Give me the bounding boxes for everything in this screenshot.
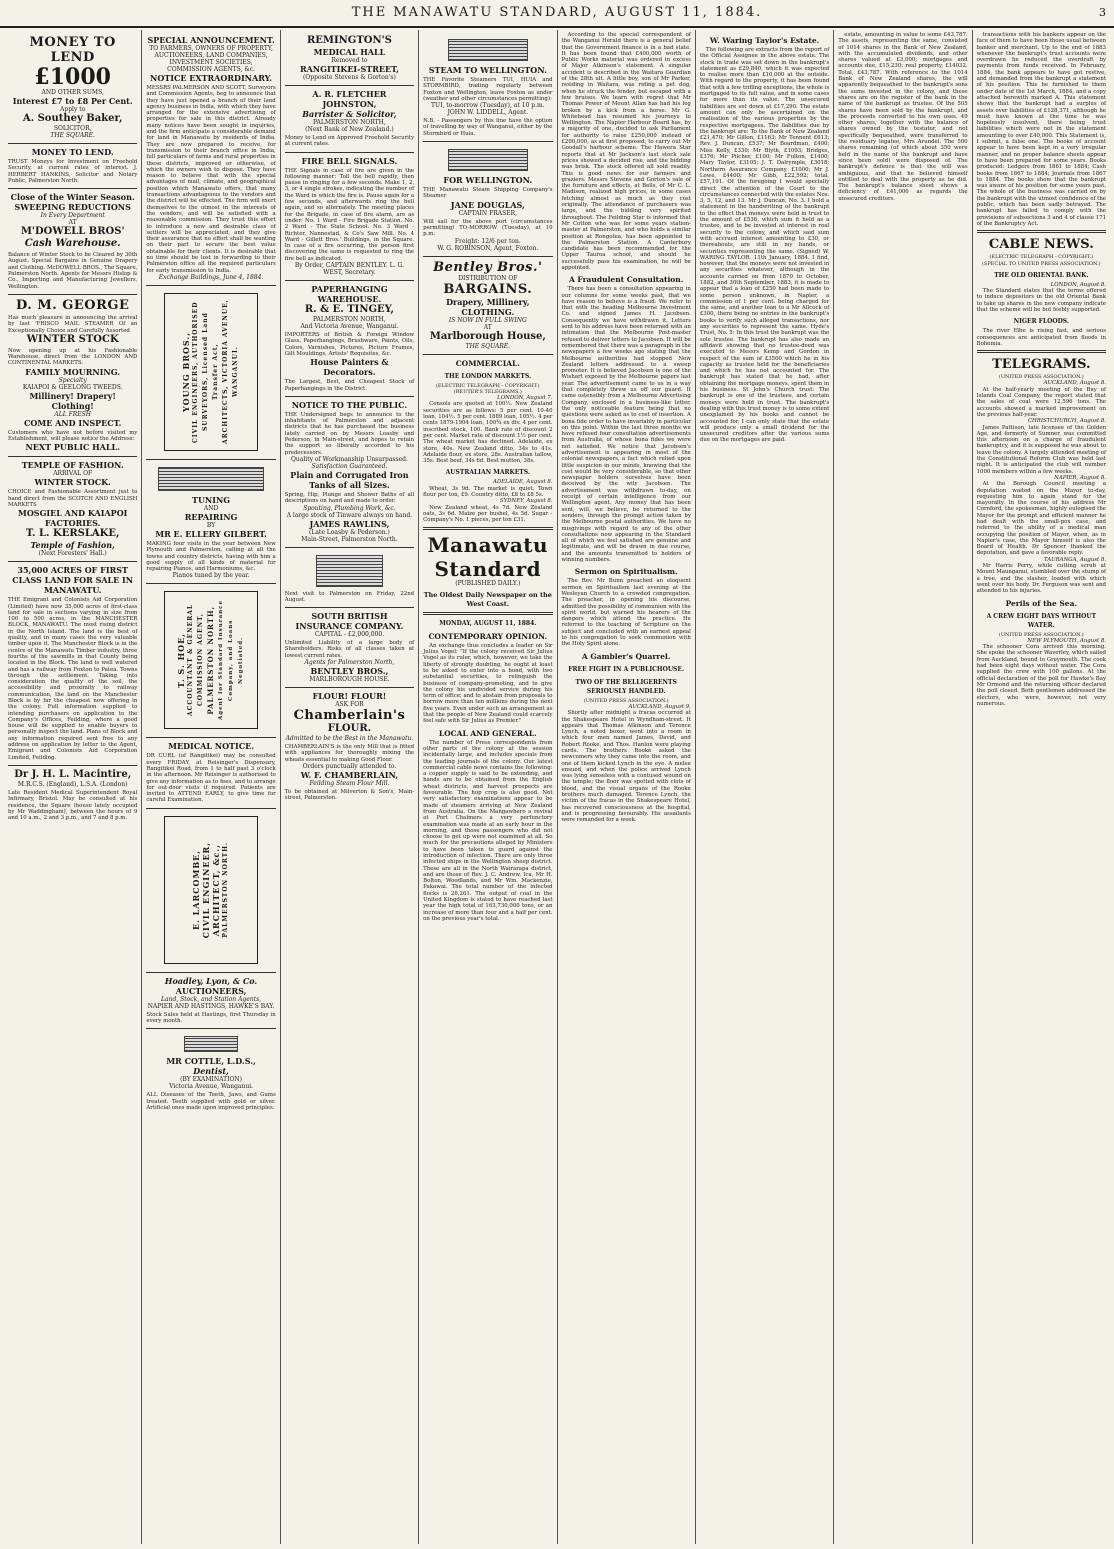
- ad-captain: CAPTAIN FRASER,: [458, 209, 518, 217]
- ad-larcombe: [146, 809, 275, 973]
- article-body: New Zealand wheat, 4s 7d. New Zealand oats, 3s 6d. Maize per bushel, 4s 5d. Sugar - Company's No. 1 pieces, per ton £31.: [423, 504, 553, 524]
- page-number: 3: [1099, 6, 1108, 19]
- ad-name: W. F. CHAMBERLAIN,: [300, 769, 399, 780]
- ad-macintire: [8, 766, 137, 825]
- ad-stock: WINTER STOCK: [26, 333, 119, 345]
- press-tag: (UNITED PRESS ASSOCIATION.): [583, 697, 669, 704]
- flag-tagline: The Oldest Daily Newspaper on the West Coast.: [423, 590, 552, 608]
- ad-name: A. Southey Baker,: [22, 113, 123, 124]
- section-heading-cable: CABLE NEWS.: [988, 237, 1094, 253]
- ad-money-to-lend-2: [8, 144, 137, 189]
- divider: [977, 230, 1106, 233]
- ad-heading: SPECIAL ANNOUNCEMENT.: [147, 35, 275, 45]
- column-5: [558, 30, 696, 1544]
- ad-heading: MONEY TO LEND.: [31, 147, 114, 157]
- ad-addr: Main-Street, Palmerston North.: [301, 535, 398, 543]
- ad-tingey: [285, 281, 414, 397]
- dateline: LONDON, August 7.: [497, 395, 553, 402]
- ad-south-british: [285, 608, 414, 688]
- telegraph-tag: (ELECTRIC TELEGRAPH - COPYRIGHT.) (REUTER'S TELEGRAMS.): [435, 382, 540, 395]
- ad-apply: Apply to: [60, 106, 86, 113]
- steamer-engraving: [448, 149, 528, 171]
- ad-body: Next visit to Palmerston on Friday, 22nd August.: [284, 590, 415, 603]
- ad-piano-tuning: [146, 460, 275, 584]
- ad-role: Barrister & Solicitor,: [302, 109, 397, 119]
- ad-heading: Bentley Bros.': [433, 259, 543, 275]
- column-2: [142, 30, 280, 1544]
- ad-for-wellington: [423, 142, 552, 256]
- ad-kerslake: [8, 457, 137, 562]
- ad-body-3: Customers who have not before visited my Establishment, will please notice the Address:: [8, 429, 138, 443]
- ad-fletcher-johnston: [285, 86, 414, 153]
- article-heading: A Fraudulent Consultation.: [568, 275, 684, 285]
- article-body: Consols are quoted at 100½. New Zealand securities are as follows: 5 per cent. 10-40 loan, 104½. 5 per cent. 1889 loan, 105½. 4 per cents 1879-1904 loan, 100¾ ex div. 4 per cent. inscribed stock, 100. Bank rate of discount 2 per cent. Market rate of discount 1½ per cent. The wheat market has declined. Adelaide, ex store, 40s. New Zealand ditto, 34s to 41s. Adelaide flour, ex store, 28s. Australian tallow, 35s. Best beef, 34s 6d. Best mutton, 38s.: [423, 401, 553, 465]
- ad-heading: NOTICE TO THE PUBLIC.: [291, 399, 408, 410]
- ad-cottle-dentist: [146, 1029, 275, 1115]
- ad-name: M'DOWELL BROS': [20, 226, 125, 238]
- ad-steam-wellington: [423, 32, 552, 142]
- ad-tui: TUI, to-morrow (Tuesday), at 10 p.m.: [431, 102, 545, 110]
- ad-body-2: The Largest, Best, and Cheapest Stock of Paperhangings in the District.: [284, 379, 415, 392]
- article-body: According to the special correspondent of the Wanganui Herald there is a general belief that the Government finance is in a bad state. It has been found that £400,000 worth of Public Works material was ordered in excess of Major Atkinson's statement. A singular accident is described in the Waitara Guardian of the 28th ult. A little boy, son of Mr Parker, residing in Waitara, was riding a pet dog, when he struck the fender, but escaped with a few bruises. We learn with regret that Mr Thomas Power of Mount Allan has had his leg broken by a kick from a horse. Mr G. Whitehead has resumed his journeys to Wellington. The Napier Harbour Board has, by a majority of one, decided to ask Parliament for authority to raise £250,000 instead of £200,000, as at first proposed, to carry out Mr Goodall's harbour scheme. The Hawera Star reports that at Mr Jackson's last stock sale prices showed a decided rise, and the bidding was brisk. The stock offered all sold readily. This is good news for our farmers and graziers. Messrs Stevens and Gorton's sale of the furniture and effects, at Bells, of Mr C. L. Madison, realized high prices, in some cases fetching almost as much as they cost originally. The attendance of purchasers was large, and the bidding very spirited throughout. The Feilding Star is informed that Mr Cotton who was for some years station-master at Palmerston, and who holds a similar position at Rongotea, has been appointed to the Palmerston Station. A Canterbury candidate has been recommended for the Upper Tauroa school, and should he successfully pass his examination, he will be appointed.: [561, 32, 691, 271]
- ad-body: TRUST Moneys for Investment on Freehold Security, at current rates of interest. J. HERBERT HANKINS, Solicitor and Notary Public, Palmerston North.: [8, 159, 138, 184]
- ad-remington: [285, 32, 414, 86]
- ad-land-for-sale: [8, 562, 137, 766]
- ad-town: PALMERSTON NORTH,: [313, 316, 386, 324]
- newspaper-page: [4, 30, 1110, 1544]
- ad-millinery: Millinery! Drapery! Clothing!: [29, 390, 116, 411]
- ad-name: Dr J. H. L. Macintire,: [14, 768, 132, 780]
- ad-at: AT: [483, 323, 492, 331]
- article-subheading: FREE FIGHT IN A PUBLICHOUSE.: [568, 665, 685, 673]
- ad-swing: IS NOW IN FULL SWING: [448, 316, 527, 324]
- card-line-2: CIVIL ENGINEERS, AUTHORISED SURVEYORS, Licensed Land Transfer Act,: [192, 301, 220, 443]
- ad-stock: WINTER STOCK.: [34, 477, 111, 488]
- ad-house: Marlborough House,: [429, 330, 546, 342]
- card-line-3: ARCHITECTS, VICTORIA AVENUE, WANGANUI.: [222, 299, 240, 445]
- dateline: AUCKLAND, August 9.: [628, 703, 691, 710]
- ad-interest: Interest £7 to £8 Per Cent.: [12, 96, 133, 106]
- telegraph-tag: (ELECTRIC TELEGRAPH - COPYRIGHT.) (SPECIAL TO UNITED PRESS ASSOCIATION.): [981, 254, 1101, 267]
- ad-body: MAKING four visits in the year between New Plymouth and Palmerston, calling at all the towns and country districts, having with him a good supply of all kinds of material for repairing Pianos, and Harmoniums, &c.: [146, 540, 276, 573]
- article-body: The schooner Cora arrived this morning. She spoke the schooner Waverley, which sailed from Auckland, bound to Greymouth. The cook had been eight days without water. The Cora supplied the crew with 100 gallons. At the official declaration of the poll for Hawke's Bay Mr Ormond and the returning officer declared the poll closed. Both gentlemen addressed the electors, who were, however, not very numerous.: [976, 644, 1106, 707]
- subheading-australian-markets: AUSTRALIAN MARKETS.: [445, 469, 530, 477]
- ad-heading: TEMPLE OF FASHION.: [21, 460, 124, 471]
- ad-late: (Late Loasby & Pederson.): [309, 528, 390, 536]
- ad-bargains: BARGAINS.: [443, 281, 533, 297]
- ad-tweeds: KAIAPOI & GEELONG TWEEDS.: [22, 383, 123, 391]
- ad-medical-notice: [146, 738, 275, 808]
- ad-repairing: REPAIRING: [184, 511, 238, 522]
- ad-dm-george: [8, 295, 137, 457]
- ad-square: THE SQUARE.: [465, 342, 511, 350]
- divider: [423, 612, 552, 615]
- ad-freight: Freight: 12/6 per ton.: [454, 237, 521, 245]
- ad-at: AT: [68, 219, 77, 227]
- article-body: transactions with his bankers appear on the face of them to have been those usual between banker and merchant. Up to the end of 1883 whenever the bankrupt's trust accounts were overdrawn he reduced the overdraft by payments from funds received. In February, 1884, the bank appears to have got restive, and demanded from the bankrupt a statement of his position. This he furnished to them under date of the 1st March, 1884, and a copy attached herewith marked A. This statement shows that the bankrupt had a surplus of assets over liabilities of £128,371, although he must have known at the time he was hopelessly insolvent, there being trust liabilities which were not in the statement amounting to over £40,000. This Statement is, I submit, a false one. The books of account appear to have been kept in a very irregular manner, and no proper balance sheets appear to have been prepared for some years. Books produced: Ledgers from 1861 to 1884; Cash books from 1867 to 1884; Journals from 1867 to 1884. The books show that the bankrupt was aware of his position for some years past. The whole of the business was carried on by the bankrupt with the utmost confidence of the public, which has been sadly betrayed. The bankrupt has failed to comply with the provisions of subsections 3 and 4 of clause 171 of the Bankruptcy Act.: [976, 32, 1106, 227]
- article-body: Mr Harris Perry, while cutting scrub at Mount Maunganui, stumbled over the stump of a tree, and the slasher, loaded with which went over his body. Dr. Ferguson was sent and attended to his injuries.: [976, 563, 1106, 595]
- ad-spouting: Spouting, Plumbing Work, &c.: [303, 504, 396, 512]
- ad-arrival: ARRIVAL OF: [53, 470, 93, 478]
- ad-heading: TUNING: [191, 494, 231, 505]
- ad-body: Late Resident Medical Superintendent Royal Infirmary, Bristol. May be consulted at his residence, the Square (house lately occupied by Mr Waddingham), between the hours of 9 and 10 a.m., 2 and 3 p.m., and 7 and 8 p.m.: [8, 789, 138, 822]
- issue-date: MONDAY, AUGUST 11, 1884.: [439, 619, 537, 627]
- ad-body: THE Undersigned begs to announce to the inhabitants of Palmerston and adjacent districts that he has purchased the business lately carried on by Messrs Loasby and Pederson, in Main-street, and hopes to retain the support so liberally accorded to his predecessors.: [284, 411, 415, 456]
- ad-body: Drapery, Millinery,: [446, 296, 530, 307]
- divider: [423, 527, 552, 530]
- article-body: Shortly after midnight a fracas occurred at the Shakespeare Hotel in Wyndham-street. It appears that Thomas Atkinson and Terence Lynch, a noted boxer, went into a room in which four men named James, David, and Robert Rooke, and Thos. Hanlon were playing cards. The brothers Rooke asked the newcomers why they came into the room, and one of them kicked Lynch in the eye. A melee ensued, and when the police arrived Lynch was lying senseless with a contused wound on the temple; the floor was spotted with clots of blood, and the visual organs of the Rooke brothers much damaged. Terence Lynch, the victim of the fracas in the Shakespeare Hotel, has recovered consciousness at the hospital, and is progressing favourably. His assailants were remanded for a week.: [561, 710, 691, 824]
- ad-body: CHAMBERLAIN'S is the only Mill that is fitted with appliances for thoroughly mixing the wheats essential to making Good Flour.: [284, 743, 415, 763]
- column-1: [4, 30, 142, 1544]
- ad-name: MR E. ELLERY GILBERT.: [155, 528, 267, 539]
- ad-agent: JOHN W. LIDDELL, Agent.: [447, 109, 529, 117]
- article-subheading: TWO OF THE BELLIGERENTS SERIOUSLY HANDLED.: [575, 678, 677, 695]
- card-line-4: PALMERSTON NORTH.: [222, 841, 230, 938]
- ad-heading: MONEY TO LEND: [29, 35, 116, 65]
- ad-brand: Chamberlain's: [293, 707, 406, 723]
- article-body: The Rev. Mr Bunn preached an eloquent sermon on Spiritualism last evening at the Wesleyan Church to a crowded congregation. The preacher, in opening his discourse, admitted the possibility of communion with the spirit world, but warned his hearers of the dangers which attend the practice. He referred to the teaching of Scripture on the subject and concluded with an earnest appeal to his congregation to seek communion with the Holy Spirit alone.: [561, 578, 691, 648]
- dateline: SYDNEY, August 8.: [499, 498, 553, 505]
- ad-street: RANGITIKEI-STREET,: [299, 64, 399, 74]
- ad-fresh: ALL FRESH: [54, 410, 91, 418]
- ad-body: THE Favorite Steamers TUI, HUIA and STORMBIRD, trading regularly between Foxton and Wellington, leave Foxton as under (weather and other circumstances permitting):: [423, 77, 553, 102]
- ad-mill: Feilding Steam Flour Mill.: [309, 779, 390, 787]
- ad-body-2: Spring, Hip, Plunge and Shower Baths of all descriptions on hand and made to order.: [284, 491, 415, 505]
- column-7: [834, 30, 972, 1544]
- article-heading: W. Waring Taylor's Estate.: [709, 36, 820, 45]
- article-heading: A Gambler's Quarrel.: [581, 651, 671, 661]
- ad-name: R. & E. TINGEY,: [304, 304, 394, 316]
- ad-nb: N.B. - Passengers by this line have the option of travelling by way of Wanganui, either by the Stormbird or Huia.: [423, 118, 553, 137]
- card-line-1: T. S. HOE,: [176, 632, 187, 688]
- vertical-card: [164, 591, 257, 729]
- ad-and: And Victoria Avenue, Wanganui.: [300, 323, 399, 331]
- column-8: [973, 30, 1110, 1544]
- dateline: AUCKLAND, August 8.: [1043, 380, 1106, 387]
- ad-body: THE Signals in case of fire are given in the following manner: Toll the bell rapidly, then pause in ringing for a few seconds. Make 1, 2, 3, or 4 single strokes, indicating the number of the Ward in which the fire is. Pause again for a few seconds, and afterwards ring the bell again, and so alternately. The meeting places for the Brigade, in case of fire alarm, are as under: No. 1 Ward - Fire Brigade Station. No. 2 Ward - The State School. No. 3 Ward - Richter, Nannestad, & Co's Saw Mill. No. 4 Ward - Gillett Bros.' Buildings, in the Square. In case of a fire occurring, the person first discovering the same is requested to ring the fire bell as indicated.: [284, 167, 415, 262]
- ad-next: (Next Bank of New Zealand.): [305, 126, 394, 133]
- ad-mourning: FAMILY MOURNING.: [25, 366, 121, 377]
- ad-mosgiel: MOSGIEL AND KAIAPOI FACTORIES.: [17, 508, 128, 529]
- article-body: James Pattison, late licensee of the Golden Age, and formerly of Sumner, was committed this afternoon on a charge of fraudulent bankruptcy, and it is supposed he was about to leave the colony. A largely attended meeting of the Constitutional Reform Club was held last night. It is anticipated the club will number 1000 members within a few weeks.: [976, 424, 1106, 475]
- card-line-2: ACCOUNTANT & GENERAL COMMISSION AGENT,: [187, 604, 205, 717]
- ad-by: (BY EXAMINATION): [180, 1076, 243, 1084]
- ad-body: MESSRS PALMERSON AND SCOTT, Surveyors and Commission Agents, beg to announce that they have just opened a branch of their land agency business in India, with which they have arranged for the extensive advertising of properties for sale in this district. Already many notices have been sought in inquiries, and the firm anticipate a considerable demand for land in Manawatu by residents of India. They are now prepared to receive, for transmission to their branch office in India, full particulars of farms and rural properties in these districts, improved or otherwise, of which the owners wish to dispose. They have reason to believe that with the special advantages of mail, climate, and geographical position which Manawatu offers, that many transactions advantageous to the vendors and the district will be effected. The firm will exert themselves to the utmost in the interests of the vendors, and will be satisfied with a reasonable commission. They trust this effort to introduce a new and desirable class of settlers will be appreciated, and they give their assurance that no effort shall be wanting on their part to secure the best value obtainable for their clients. It is desirable that no time should be lost in forwarding to their Palmerston office all the required particulars for early transmission to India.: [146, 85, 276, 274]
- card-line-4: Agent for Standard Insurance Company, and Loans Negotiated.: [218, 600, 245, 721]
- ad-dist: DISTRIBUTION OF: [458, 274, 518, 282]
- article-body: At the Borough Council meeting a deputation waited on the Mayor to-day, requesting him to again stand for the mayoralty. In the course of his address Mr Cornford, the spokesman, highly eulogised the Mayor for the prompt and efficient manner he had dealt with the small-pox case, and referred to the ability of a medical man occupying the position of Mayor, when, as in Napier's case, the Mayor himself is also the Board of Health. Dr Spencer thanked the deputation, and gave a favorable reply.: [976, 481, 1106, 557]
- card-line-2: CIVIL ENGINEER,: [201, 841, 212, 938]
- article-body: The number of Press correspondents from other parts of the colony at the session incidentally large, and includes specials from the leading journals of the colony. Our latest commercial cable news contains the following: a copper supply is said to be extending, and hands are to be obtained from the English wheat districts, and harvest prospects are favourable. The hop crop is also good. Not very satisfactory examinations appear to be made of steamers arriving at New Zealand from Australia. On the Mangawhero a revival at Port Chalmers a very perfunctory examination was made at an early hour in the morning, and those passengers who did not choose to get up were not examined at all. So much for the precautions alleged by Ministers to have been taken to guard against the introduction of infection. There are only three infected ships in the Wellington sheep district. These are all in the North Wairarapa district, and are those of Rev. J. C. Andrew, Ica, Mr H. Bolton, Woodlands, and Mr Wm. Mackenzie, Pakawai. The total number of the infected flocks is 26,261. The output of coal in the United Kingdom is stated to have reached last year the high total of 163,730,000 tons, or an increase of more than four and a half per cent. on the previous year's total.: [423, 739, 553, 922]
- ad-heading: Hoadley, Lyon, & Co.: [164, 975, 258, 986]
- ad-admit: Admitted to be the Best in the Manawatu.: [285, 734, 414, 742]
- ad-hall: MEDICAL HALL: [313, 47, 386, 57]
- ad-agent: W. G. ROBINSON, Agent, Foxton.: [437, 244, 539, 252]
- ad-opp: (Opposite Stevens & Gorton's): [303, 74, 396, 81]
- ad-body: Has much pleasure in announcing the arrival by last 'FRISCO MAIL STEAMER Of an Exceptionally Choice and Carefully Assorted: [8, 314, 138, 334]
- ad-tanks: Plain and Corrugated Iron Tanks of all Sizes.: [290, 469, 409, 490]
- dateline: LONDON, August 8.: [1050, 281, 1106, 288]
- section-heading-opinion: CONTEMPORARY OPINION.: [428, 631, 548, 641]
- ad-notice-public: [285, 397, 414, 548]
- ad-specialty: Specialty: [58, 376, 87, 384]
- article-body: The Standard states that the terms offered to induce depositors in the old Oriental Bank to take up shares in the new company indicate that the scheme will be but feebly supported.: [976, 288, 1106, 313]
- article-body: The river Elbe is rising fast, and serious consequences are anticipated from floods in Bohemia.: [976, 328, 1106, 347]
- ad-body-2: Now opening up at his Fashionable Warehouse, direct from the LONDON AND CONTINENTAL MARKETS.: [8, 347, 138, 367]
- card-line-3: PALMERSTON NORTH,: [206, 606, 216, 715]
- card-line-1: E. LARCOMBE,: [191, 849, 202, 930]
- ad-name: BENTLEY BROS.,: [310, 665, 389, 676]
- ad-chamberlain-flour: [285, 688, 414, 805]
- ad-ask: ASK FOR: [335, 700, 364, 708]
- masthead: [0, 0, 1114, 28]
- article-body: estate, amounting in value to some £43,787. The assets, representing the same, consisted of 1014 shares in the Bank of New Zealand, with the accumulated dividends, and other shares valued at £3,000; mortgages and accounts due, £15,230; real property, £14032. Total, £43,787. With reference to the 1014 Bank of New Zealand shares, the will apparently bequeathed to the bankrupt's sons the sums invested in the colony, and these shares are on the register of the bank in the name of the bankrupt as trustee. Of the 505 shares have been sold by the bankrupt, and the proceeds converted to his own uses. 49 other shares, together with the balance of shares owned by the testator, and not specifically bequeathed, were transferred to the residuary legatee, Mrs Arundel. The 500 shares remaining (of which about 350 were held in the name of the bankrupt and have since been sold) were disposed of. The bankrupt's defence is that the will was ambiguous, and that he believed himself entitled to deal with the property as he did. The bankrupt's balance sheet shows a deficiency of £41,000 as regards the unsecured creditors.: [838, 32, 968, 202]
- ad-flour: FLOUR.: [327, 722, 372, 734]
- ad-body: DR CURL (of Rangitikei) may be consulted every FRIDAY, at Reisinger's Dispensary, Rangitikei Road, from 1 to half past 3 o'clock in the afternoon. Mr Reisinger is authorised to give any information as to fees, and to arrange for out-door visits if required. Patients are invited to ATTEND EARLY, to give time for careful Examination.: [146, 753, 276, 804]
- ad-body: THE Manawatu Steam Shipping Company's Steamer: [423, 187, 553, 200]
- ad-heading: 35,000 ACRES OF FIRST CLASS LAND FOR SALE IN MANAWATU.: [12, 565, 134, 596]
- ad-body: ALL Diseases of the Teeth, Jaws, and Gums treated. Teeth supplied with gold or silver. Artificial ones made upon improved principles.: [146, 1092, 276, 1111]
- ad-warehouse: WAREHOUSE.: [317, 294, 382, 305]
- dateline: TAURANGA, August 8.: [1043, 556, 1106, 563]
- ad-warehouse: Cash Warehouse.: [24, 238, 121, 250]
- ad-money-to-lend: [8, 32, 137, 144]
- card-line-3: ARCHITECT, &c.,: [211, 843, 222, 936]
- ad-heading: FLOUR! FLOUR!: [312, 690, 387, 701]
- article-body: The following are extracts from the report of the Official Assignee in the above estate. The stock in trade was set down in the bankrupt's statement as £29,840, which it was expected to realise more than £10,000 at the outside. With regard to the property, it has been found that with a few trifling exceptions, the whole is mortgaged to its full value, and in some cases for more than its value. The unsecured liabilities are set down at £17,290. The estate amount can only be ascertained on the realisation of the various properties by the respective mortgagees. The liabilities due by the bankrupt are: To the Bank of New Zealand £21,470; Mr Gillon, £1163; Mr Tennent £613; Rev. J. Duncan, £537; Mr Boardman, £400; Miss Kelly, £330; Mr Blyth, £1093; Bridges, £376; Mr Pilcher, £100; Mr Fulton, £1400; Mary Taylor, £3105; J. T. Dalrymple, £3018; Northern Assurance Company, £1000; Mr J. Lowe, £4400; Mr Gibb, £22,592; total, £57,191. Of the foregoing I would specially direct the attention of the Court to the circumstances connected with the estates Nos. 3, 5, 12, and 13. Mr J. Duncan, No. 3. I hold a statement in the handwriting of the bankrupt to the effect that moneys were held in trust to the amount of £536, which sum it held as a trustee, and to be invested at interest in real security to the colony, and which said sum with accrued interest amounting to £30, or thereabouts, are still in my hands, or securities representing the same. (Signed) W. WARING TAYLOR. 11th January, 1884. I find, however, that the moneys were not invested in any securities whatever, although in the accounts carried on from 1870 to October, 1882, and 30th September, 1883, it is made to appear that a loan of £250 had been made to some person unknown, in Napier, a commission of 1 per cent. being charged for the same, and another loan to a Mr Allcock of £300, there being no entries in the bankrupt's books to verify such alleged transactions, nor any securities to represent the same. Hyde's Trust, No. 5: In this trust the bankrupt was the sole trustee. The bankrupt has also made an affidavit showing that no trustee-deed was executed to Messrs Kemp and Gordon in respect of the sum of £3500 which he in his capacity as trustee held for the beneficiaries and which he has not accounted for. The bankrupt has stated that he had, after obtaining the mortgage moneys, spent them in his business. St John's Church trust: The bankrupt is one of the trustees, and certain moneys were held in trust. The bankrupt's dealing with this trust money is to some extent unexplained by his books and cannot be accounted for. I can only state that the estate will produce only a small dividend for the unsecured creditors after the various sums due on the mortgages are paid.: [699, 47, 830, 444]
- ad-hoadley-lyon: [146, 973, 275, 1030]
- ad-ship: JANE DOUGLAS,: [450, 199, 525, 210]
- ad-addr: THE SQUARE.: [50, 132, 95, 139]
- ad-body: THE Emigrant and Colonists Aid Corporation (Limited) have now 35,000 acres of first-class land for sale in sections varying in size from 100 to 500 acres, in the MANCHESTER BLOCK, MANAWATU. The most rising district in the North Island. The land is the best of quality, and in many cases the very valuable timber upon it. The Manchester Block is in the centre of the Manawatu Timber industry, three fourths of the sawmills in that County being located in the Block. The land is well watered and has a railway from Foxton to Patea. Towns through the settlement. Taking into consideration the quality of the soil, the accessibility and proximity to railway communication, the land on the Manchester Block is by far the cheapest now offering in the colony. Full information supplied to intending purchasers on application to the Company's Offices, Feilding, where a good house will be supplied to enable buyers to personally inspect the land. Plans of Block and any information required sent free to any address on application by letter to the Agent, Emigrant and Colonists Aid Corporation Limited, Feilding.: [8, 597, 138, 761]
- ad-sub: AND OTHER SUMS,: [41, 89, 104, 96]
- column-3: [281, 30, 419, 1544]
- ad-body-2: Will sail for the above port (circumstances permitting) TO-MORROW (Tuesday), at 10 p.m.: [423, 218, 553, 238]
- ad-tuned: Pianos tuned by the year.: [172, 572, 250, 580]
- ad-body: Unlimited Liability of a large body of Shareholders. Risks of all classes taken at lowest current rates.: [284, 640, 415, 659]
- ad-addr: Victoria Avenue, Wanganui.: [169, 1083, 254, 1091]
- section-heading-commercial: COMMERCIAL.: [455, 358, 520, 368]
- ad-role: SOLICITOR,: [53, 125, 92, 132]
- ad-addr: NAPIER AND HASTINGS, HAWKE'S BAY.: [147, 1002, 275, 1010]
- article-subheading: NIGER FLOODS.: [1013, 318, 1070, 326]
- ad-by: BY: [206, 521, 216, 529]
- ad-heading: Close of the Winter Season.: [10, 192, 135, 203]
- ad-notice: NOTICE EXTRAORDINARY.: [150, 73, 273, 83]
- ad-town: PALMERSTON NORTH,: [313, 119, 386, 126]
- ad-heading: REMINGTON'S: [306, 35, 392, 46]
- ad-dept: In Every Department: [40, 212, 105, 220]
- ad-ts-hoe: [146, 584, 275, 738]
- ad-quals: M.R.C.S. (England), L.S.A. (London): [17, 780, 128, 788]
- article-body: At the half-yearly meeting of the Bay of Islands Coal Company, the report stated that the sales of coal were 12,596 tons. The accounts showed a marked improvement on the previous half-year.: [976, 386, 1106, 418]
- ad-addr: NEXT PUBLIC HALL.: [25, 442, 120, 453]
- article-subheading: THE OLD ORIENTAL BANK.: [994, 271, 1089, 279]
- ad-heading: FOR WELLINGTON.: [443, 175, 533, 186]
- ad-mcdowell-bros: [8, 189, 137, 295]
- ad-agents: Agents for Palmerston North,: [304, 658, 395, 666]
- divider: [977, 350, 1106, 353]
- article-body: There has been a consultation appearing in our columns for some weeks past, that we have reason to believe is a fraud. We refer to that with the heading Melbourne Investment Co. and signed James H. Jacobsen. Consequently we have withdrawn it. Letters sent to his address have been returned with an intimation that the Melbourne Post-master refused to deliver letters to Jacobsen. It will be remembered that there was a paragraph in the newspapers a few weeks ago stating that the Melbourne authorities had stopped New Zealand letters addressed to a sweep promoter. It is believed Jacobsen is one of the Wishart exposed by the Melbourne papers last year. The advertisement came to us in a way that completely threw us off our guard. It came ostensibly from a Melbourne Advertising Company, enclosed in a business-like letter, the only noticeable feature being that no questions were asked as to cost of insertion. A bona fide order to have invariably in particular on this point. Within the last three months we have refused four consultation advertisements from Australia, of whose bona fides we were not satisfied. We notice that Jacobsen's advertisement is appearing in most of the colonial newspapers, a fact which relied upon little suspicion in our minds, knowing that the cost would be very considerable, so that other newspaper holders ourselves have been deceived by the wily Jacobsen. The advertisement was withdrawn to-day, on receipt of certain intelligence from our Wellington agent. Any money that has been sent, will, we believe, be returned to the senders, through the prompt action taken by the Melbourne postal authorities. We have no misgivings with regard to any of the other consultations now appearing in the Standard all of which we feel satisfied are genuine and legitimate, and will be drawn in due course, and the amounts transmitted to holders of winning numbers.: [561, 286, 691, 564]
- ad-quality: Quality of Workmanship Unsurpassed.: [291, 455, 408, 463]
- dateline: NEW PLYMOUTH, August 8.: [1027, 637, 1106, 644]
- ad-body: IMPORTERS of British & Foreign Window Glass, Paperhangings, Brushware, Paints, Oils, Colors, Varnishes, Pictures, Picture Frames, Gilt Mouldings, Artists' Requisites, &c.: [284, 332, 415, 357]
- ad-orders: Orders punctually attended to.: [302, 762, 397, 770]
- section-heading-telegrams: TELEGRAMS.: [992, 357, 1091, 373]
- newspaper-flag: Manawatu Standard: [427, 532, 549, 581]
- ad-fire-bell: [285, 153, 414, 281]
- signboard-engraving: [316, 555, 383, 587]
- ad-removed: Removed to: [331, 57, 368, 64]
- section-heading-local: LOCAL AND GENERAL.: [438, 728, 537, 738]
- ad-addr: (Next Foresters' Hall.): [38, 550, 107, 558]
- vertical-card: [164, 816, 257, 964]
- flag-published: (PUBLISHED DAILY.): [455, 579, 521, 587]
- ad-body: Money to Lend on Approved Freehold Security at current rates.: [284, 135, 415, 148]
- subheading-london-markets: THE LONDON MARKETS.: [444, 372, 532, 380]
- card-line-1: YOUNG BROS.,: [181, 331, 192, 412]
- ad-capital: CAPITAL - £2,000,000.: [314, 631, 385, 639]
- vertical-card: [164, 293, 257, 451]
- ad-heading: PAPERHANGING: [311, 284, 388, 295]
- article-body: Wheat, 3s 9d. The market is quiet. Town flour per ton, £9. Country ditto, £8 to £8 5s.: [423, 485, 553, 499]
- ad-satisfaction: Satisfaction Guaranteed.: [311, 462, 388, 470]
- column-6: [696, 30, 834, 1544]
- ad-temple: Temple of Fashion,: [30, 540, 115, 551]
- steamer-engraving: [448, 39, 528, 61]
- ad-come: COME AND INSPECT.: [24, 417, 122, 428]
- ad-name: D. M. GEORGE: [15, 297, 130, 313]
- ad-by: By Order, CAPTAIN BENTLEY. L. G. WEST, Secretary.: [294, 262, 404, 277]
- teeth-engraving: [184, 1036, 238, 1052]
- press-tag: (UNITED PRESS ASSOCIATION.): [998, 631, 1084, 638]
- ad-amount: £1000: [34, 64, 111, 90]
- ad-body: CHOICE and Fashionable Assortment just to hand direct from the SCOTCH AND ENGLISH MARKETS: [8, 489, 138, 508]
- article-body: An exchange thus concludes a leader on Sir Julius Vogel: "If the colony received Sir Julius Vogel as its ruler, which, however, we take the liberty of strongly doubting, he ought at least to be asked to enter into a bond, with two substantial securities, to relinquish the business of company-promoting, and to give the colony his undivided service during his term of office; and to abstain from proposals to borrow more than ten millions during the next five years. Even under such an arrangement as that the people of New Zealand could scarcely feel safe with Sir Julius as Premier.": [423, 642, 553, 725]
- column-4: [419, 30, 557, 1544]
- dateline: CHRISTCHURCH, August 8.: [1027, 418, 1106, 425]
- article-heading: Perils of the Sea.: [1005, 598, 1078, 608]
- article-subheading: A CREW EIGHT DAYS WITHOUT WATER.: [986, 612, 1097, 629]
- ad-heading: STEAM TO WELLINGTON.: [428, 65, 547, 75]
- ad-tinware: A large stock of Tinware always on hand.: [286, 511, 413, 519]
- ad-next-visit: [285, 548, 414, 609]
- ad-addr: Exchange Buildings, June 4, 1884.: [158, 273, 264, 281]
- dateline: ADELAIDE, August 8.: [492, 479, 553, 486]
- ad-special-announcement: [146, 32, 275, 286]
- ad-clothing: CLOTHING.: [461, 306, 515, 317]
- ad-to: TO FARMERS, OWNERS OF PROPERTY, AUCTIONEERS, LAND COMPANIES, INVESTMENT SOCIETIES, COMMISSION AGENTS, &c.: [149, 45, 273, 73]
- ad-heading: MEDICAL NOTICE.: [168, 741, 254, 752]
- ad-name: A. R. FLETCHER JOHNSTON,: [312, 89, 387, 109]
- ad-painters: House Painters & Decorators.: [310, 357, 389, 378]
- press-tag: (UNITED PRESS ASSOCIATION.): [998, 374, 1084, 381]
- ad-name: MR COTTLE, L.D.S.,: [166, 1056, 256, 1067]
- ad-young-bros: [146, 286, 275, 460]
- ad-house: MARLBOROUGH HOUSE.: [309, 675, 390, 683]
- ad-body: Land, Stock, and Station Agents,: [161, 995, 262, 1003]
- article-heading: Sermon on Spiritualism.: [574, 567, 678, 577]
- ad-body: Balance of Winter Stock to be Cleared by 30th August. Special Bargains in Genuine Drapery and Clothing. McDOWELL BROS., The Square, Palmerston North. Agents for Messrs Hislop & Co., Importing and Manufacturing Jewellers, Wellington.: [8, 252, 138, 290]
- ad-heading: SOUTH BRITISH INSURANCE COMPANY.: [295, 611, 404, 632]
- piano-engraving: [158, 467, 264, 491]
- ad-reductions: SWEEPING REDUCTIONS: [14, 202, 131, 213]
- ad-and: AND: [203, 504, 219, 512]
- ad-note: To be obtained at Milverton & Son's, Main-street, Palmerston.: [284, 788, 415, 802]
- dateline: NAPIER, August 8.: [1054, 474, 1106, 481]
- ad-auctioneers: AUCTIONEERS,: [175, 985, 247, 996]
- masthead-title: THE MANAWATU STANDARD, AUGUST 11, 1884.: [351, 5, 763, 20]
- ad-name: JAMES RAWLINS,: [309, 518, 390, 529]
- ad-sales: Stock Sales held at Hastings, first Thursday in every month.: [146, 1011, 276, 1025]
- ad-bentley-bros: [423, 257, 552, 355]
- ad-role: Dentist,: [193, 1066, 229, 1077]
- ad-heading: FIRE BELL SIGNALS.: [301, 155, 398, 166]
- ad-name: T. L. KERSLAKE,: [25, 528, 120, 540]
